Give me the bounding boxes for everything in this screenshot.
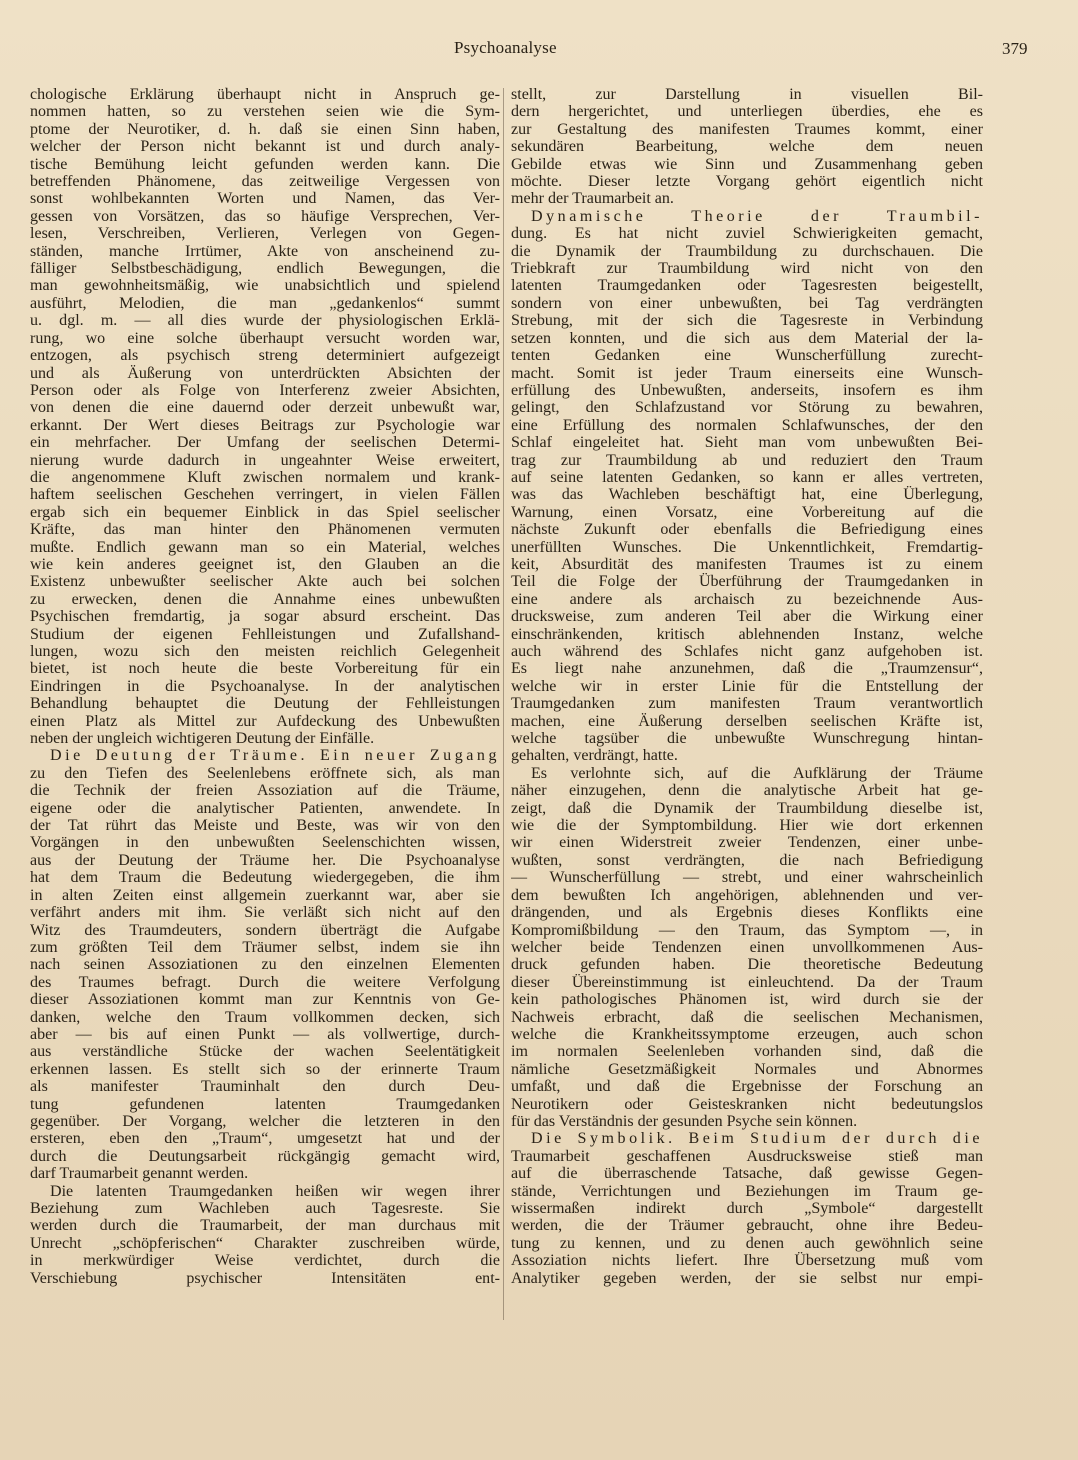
text-line: Die latenten Traumgedanken heißen wir wegen ihrer xyxy=(50,1182,500,1200)
text-line: Witz des Traumdeuters, sondern überträgt die Aufgabe xyxy=(30,921,500,939)
text-line: entzogen, als psychisch streng determiniert aufgezeigt xyxy=(30,347,500,365)
text-line: auch während des Schlafes nicht ganz aufgehoben ist. xyxy=(511,643,983,660)
text-line: sondern von einer unbewußten, bei Tag verdrängten xyxy=(511,294,983,312)
page-number: 379 xyxy=(1002,39,1028,58)
text-line: welcher beide Tendenzen einen unvollkommenen Aus- xyxy=(511,938,983,956)
text-line: keit, Absurdität des manifesten Traumes ist zu einem xyxy=(511,555,983,573)
text-line: man gewohnheitsmäßig, wie unabsichtlich und spielend xyxy=(30,277,500,295)
text-line: lungen, wozu sich den meisten reichlich Gelegenheit xyxy=(30,643,500,660)
text-line: die angenommene Kluft zwischen normalem und krank- xyxy=(30,468,500,486)
text-line: aus der Deutung der Träume her. Die Psychoanalyse xyxy=(30,851,500,869)
text-line: Traumarbeit geschaffenen Ausdrucksweise stieß man xyxy=(511,1147,983,1165)
text-line: wie die der Symptombildung. Hier wie dort erkennen xyxy=(511,817,983,835)
text-line: mehr der Traumarbeit an. xyxy=(511,190,674,208)
text-line: kein pathologisches Phänomen ist, wird durch sie der xyxy=(511,991,983,1009)
text-line: tenten Gedanken eine Wunscherfüllung zurecht- xyxy=(511,347,983,365)
text-line: nächste Zukunft oder ebenfalls die Befriedigung eines xyxy=(511,521,983,539)
text-line: ein mehrfacher. Der Umfang der seelischen Determi- xyxy=(30,434,500,452)
text-line: eigene oder die analytischer Patienten, anwendete. In xyxy=(30,799,500,817)
text-line: werden durch die Traumarbeit, der man durchaus mit xyxy=(30,1217,500,1235)
text-line: wissermaßen indirekt durch „Symbole“ dargestellt xyxy=(511,1200,983,1217)
text-line: Traumgedanken zum manifesten Traum verantwortlich xyxy=(511,695,983,713)
text-line: die Technik der freien Assoziation auf die Träume, xyxy=(30,782,500,800)
text-line: welche wir in erster Linie für die Entstellung der xyxy=(511,677,983,695)
text-line: Strebung, mit der sich die Tagesreste in Verbindung xyxy=(511,312,983,330)
text-line: zeigt, daß die Dynamik der Traumbildung dieselbe ist, xyxy=(511,799,983,817)
text-line: Neurotikern oder Geisteskranken nicht bedeutungslos xyxy=(511,1095,983,1113)
text-line: in alten Zeiten einst allgemein zuerkannt war, aber sie xyxy=(30,886,500,904)
text-line: ergab sich ein bequemer Einblick in das Spiel seelischer xyxy=(30,503,500,521)
text-line: drängenden, und als Ergebnis dieses Konflikts eine xyxy=(511,904,983,922)
text-line: Kräfte, das man hinter den Phänomenen vermuten xyxy=(30,521,500,539)
text-line: neben der ungleich wichtigeren Deutung der Einfälle. xyxy=(30,730,375,748)
right-text-column xyxy=(511,86,983,1287)
text-line: wir einen Widerstreit zweier Tendenzen, einer unbe- xyxy=(511,834,983,852)
text-line: zu den Tiefen des Seelenlebens eröffnete sich, als man xyxy=(30,764,500,782)
page-header xyxy=(0,38,1078,62)
text-line: unerfüllten Wunsches. Die Unkenntlichkeit, Fremdartig- xyxy=(511,538,983,556)
text-line: verfährt anders mit ihm. Sie verläßt sich nicht auf den xyxy=(30,904,500,922)
text-line: chologische Erklärung überhaupt nicht in Anspruch ge- xyxy=(30,86,500,103)
text-line: eine Erfüllung des normalen Schlafwunsches, der den xyxy=(511,416,983,434)
text-line: bietet, ist noch heute die beste Vorbereitung für ein xyxy=(30,660,500,678)
text-line: — Wunscherfüllung — strebt, und einer wahrscheinlich xyxy=(511,869,983,887)
text-line: wie kein anderes geeignet ist, den Glauben an die xyxy=(30,555,500,573)
text-line: gegenüber. Der Vorgang, welcher die letzteren in den xyxy=(30,1112,500,1130)
text-line: für das Verständnis der gesunden Psyche sein können. xyxy=(511,1112,858,1130)
text-line: Kompromißbildung — den Traum, das Symptom —, in xyxy=(511,921,983,939)
text-line: dem bewußten Ich angehörigen, ablehnenden und ver- xyxy=(511,886,983,904)
text-line: rung, wo eine solche überhaupt versucht worden war, xyxy=(30,329,500,347)
text-line: macht. Somit ist jeder Traum einerseits eine Wunsch- xyxy=(511,364,983,382)
text-line: aber — bis auf einen Punkt — als vollwertige, durch- xyxy=(30,1025,500,1043)
text-line: Eindringen in die Psychoanalyse. In der analytischen xyxy=(30,677,500,695)
text-line: Studium der eigenen Fehlleistungen und Zufallshand- xyxy=(30,625,500,643)
text-line: die Dynamik der Traumbildung zu durchschauen. Die xyxy=(511,242,983,260)
text-line: ptome der Neurotiker, d. h. daß sie einen Sinn haben, xyxy=(30,120,500,138)
text-line: als manifester Trauminhalt den durch Deu- xyxy=(30,1078,500,1096)
text-line: erfüllung des Unbewußten, anderseits, insofern es ihm xyxy=(511,381,983,399)
text-line: Dynamische Theorie der Traumbil- xyxy=(531,207,983,225)
text-line: nommen hatten, so zu verstehen seien wie die Sym- xyxy=(30,103,500,121)
text-line: Die Deutung der Träume. Ein neuer Zugang xyxy=(50,747,500,765)
text-line: auf seine latenten Gedanken, so kann er alles vertreten, xyxy=(511,468,983,486)
text-line: stellt, zur Darstellung in visuellen Bil- xyxy=(511,86,983,103)
text-line: Gebilde etwas wie Sinn und Zusammenhang geben xyxy=(511,155,983,173)
text-line: aus verständliche Stücke der wachen Seelentätigkeit xyxy=(30,1043,500,1061)
text-line: des Traumes befragt. Durch die weitere Verfolgung xyxy=(30,973,500,991)
text-line: mußte. Endlich gewann man so ein Material, welches xyxy=(30,538,500,556)
text-line: Existenz unbewußter seelischer Akte auch bei solchen xyxy=(30,573,500,591)
text-line: druck gefunden haben. Die theoretische Bedeutung xyxy=(511,956,983,974)
text-line: Die Symbolik. Beim Studium der durch die xyxy=(531,1130,983,1148)
text-line: sekundären Bearbeitung, welche dem neuen xyxy=(511,138,983,156)
text-line: näher einzugehen, denn die analytische Arbeit hat ge- xyxy=(511,782,983,800)
text-line: von denen die eine dauernd oder derzeit unbewußt war, xyxy=(30,399,500,417)
text-line: wußten, sonst verdrängten, die nach Befriedigung xyxy=(511,851,983,869)
text-line: betreffenden Phänomene, das zeitweilige Vergessen von xyxy=(30,173,500,191)
text-line: Vorgängen in den unbewußten Seelenschichten wissen, xyxy=(30,834,500,852)
text-line: Teil die Folge der Überführung der Traumgedanken in xyxy=(511,573,983,591)
text-line: setzen konnten, und die sich aus dem Material der la- xyxy=(511,329,983,347)
text-line: auf die überraschende Tatsache, daß gewisse Gegen- xyxy=(511,1165,983,1183)
text-line: durch die Deutungsarbeit rückgängig gemacht wird, xyxy=(30,1147,500,1165)
text-line: zur Gestaltung des manifesten Traumes kommt, einer xyxy=(511,120,983,138)
text-line: Es liegt nahe anzunehmen, daß die „Traumzensur“, xyxy=(511,660,983,678)
text-line: ersteren, eben den „Traum“, umgesetzt hat und der xyxy=(30,1130,500,1148)
text-line: darf Traumarbeit genannt werden. xyxy=(30,1165,249,1183)
text-line: Es verlohnte sich, auf die Aufklärung der Träume xyxy=(531,764,983,782)
text-line: Beziehung zum Wachleben auch Tagesreste. Sie xyxy=(30,1200,500,1217)
text-line: nach seinen Assoziationen zu den einzelnen Elementen xyxy=(30,956,500,974)
text-line: danken, welche den Traum vollkommen decken, sich xyxy=(30,1008,500,1026)
text-line: eine andere als archaisch zu bezeichnende Aus- xyxy=(511,590,983,608)
text-line: welcher der Person nicht bekannt ist und durch analy- xyxy=(30,138,500,156)
text-line: Person oder als Folge von Interferenz zweier Absichten, xyxy=(30,381,500,399)
text-line: Warnung, einen Vorsatz, eine Vorbereitung auf die xyxy=(511,503,983,521)
text-line: Psychischen fremdartig, ja sogar absurd erscheint. Das xyxy=(30,608,500,626)
text-line: welche die Krankheitssymptome erzeugen, auch schon xyxy=(511,1025,983,1043)
text-line: machen, eine Äußerung derselben seelischen Kräfte ist, xyxy=(511,712,983,730)
text-line: einschränkenden, kritisch ablehnenden Instanz, welche xyxy=(511,625,983,643)
text-line: ständen, manche Irrtümer, Akte von anscheinend zu- xyxy=(30,242,500,260)
text-line: zu erwecken, denen die Annahme eines unbewußten xyxy=(30,590,500,608)
text-line: drucksweise, zum anderen Teil aber die Wirkung einer xyxy=(511,608,983,626)
text-line: was das Wachleben beschäftigt hat, eine Überlegung, xyxy=(511,486,983,504)
text-line: stände, Verrichtungen und Beziehungen im Traum ge- xyxy=(511,1182,983,1200)
text-line: tische Bemühung leicht gefunden werden kann. Die xyxy=(30,155,500,173)
text-line: Analytiker gegeben werden, der sie selbst nur empi- xyxy=(511,1269,983,1287)
text-line: hat dem Traum die Bedeutung wiedergegeben, die ihm xyxy=(30,869,500,887)
column-divider xyxy=(503,88,504,1320)
text-line: Assoziation nichts liefert. Ihre Übersetzung muß vom xyxy=(511,1252,983,1270)
text-line: gehalten, verdrängt, hatte. xyxy=(511,747,678,765)
text-line: gessen von Vorsätzen, das so häufige Versprechen, Ver- xyxy=(30,207,500,225)
text-line: latenten Traumgedanken oder Tagesresten beigestellt, xyxy=(511,277,983,295)
text-line: dieser Assoziationen kommt man zur Kenntnis von Ge- xyxy=(30,991,500,1009)
text-line: erkannt. Der Wert dieses Beitrags zur Psychologie war xyxy=(30,416,500,434)
text-line: der Tat rührt das Meiste und Beste, was wir von den xyxy=(30,817,500,835)
text-line: im normalen Seelenleben vorhanden sind, daß die xyxy=(511,1043,983,1061)
text-line: dieser Übereinstimmung ist einleuchtend. Da der Traum xyxy=(511,973,983,991)
running-title: Psychoanalyse xyxy=(454,38,557,57)
text-line: welche tagsüber die unbewußte Wunschregung hintan- xyxy=(511,730,983,748)
text-line: einen Platz als Mittel zur Aufdeckung des Unbewußten xyxy=(30,712,500,730)
text-line: Verschiebung psychischer Intensitäten ent- xyxy=(30,1269,500,1287)
text-line: zum größten Teil dem Träumer selbst, indem sie ihn xyxy=(30,938,500,956)
text-line: und als Äußerung von unterdrückten Absichten der xyxy=(30,364,500,382)
text-line: fälliger Selbstbeschädigung, endlich Bewegungen, die xyxy=(30,260,500,278)
text-line: tung gefundenen latenten Traumgedanken xyxy=(30,1095,500,1113)
text-line: nierung wurde dadurch in ungeahnter Weise erweitert, xyxy=(30,451,500,469)
text-line: Unrecht „schöpferischen“ Charakter zuschreiben würde, xyxy=(30,1234,500,1252)
text-line: u. dgl. m. — all dies wurde der physiologischen Erklä- xyxy=(30,312,500,330)
text-line: werden, die der Träumer gebraucht, ohne ihre Bedeu- xyxy=(511,1217,983,1235)
text-line: gelingt, den Schlafzustand vor Störung zu bewahren, xyxy=(511,399,983,417)
text-line: umfaßt, und daß die Ergebnisse der Forschung an xyxy=(511,1078,983,1096)
text-line: Behandlung behauptet die Deutung der Fehlleistungen xyxy=(30,695,500,713)
text-line: in merkwürdiger Weise verdichtet, durch die xyxy=(30,1252,500,1270)
text-line: nämliche Gesetzmäßigkeit Normales und Abnormes xyxy=(511,1060,983,1078)
text-line: dung. Es hat nicht zuviel Schwierigkeiten gemacht, xyxy=(511,225,983,243)
text-line: lesen, Verschreiben, Verlieren, Verlegen von Gegen- xyxy=(30,225,500,243)
text-line: sonst wohlbekannten Worten und Namen, das Ver- xyxy=(30,190,500,208)
text-line: erkennen lassen. Es stellt sich so der erinnerte Traum xyxy=(30,1060,500,1078)
text-line: ausführt, Melodien, die man „gedankenlos“ summt xyxy=(30,294,500,312)
text-line: möchte. Dieser letzte Vorgang gehört eigentlich nicht xyxy=(511,173,983,191)
text-line: Nachweis erbracht, daß die seelischen Mechanismen, xyxy=(511,1008,983,1026)
text-line: trag zur Traumbildung ab und reduziert den Traum xyxy=(511,451,983,469)
text-line: tung zu kennen, und zu denen auch gewöhnlich seine xyxy=(511,1234,983,1252)
text-line: dern hergerichtet, und unterliegen überdies, ehe es xyxy=(511,103,983,121)
text-line: haftem seelischen Geschehen verringert, in vielen Fällen xyxy=(30,486,500,504)
left-text-column xyxy=(30,86,500,1287)
text-line: Triebkraft zur Traumbildung wird nicht von den xyxy=(511,260,983,278)
text-line: Schlaf eingeleitet hat. Sieht man vom unbewußten Bei- xyxy=(511,434,983,452)
